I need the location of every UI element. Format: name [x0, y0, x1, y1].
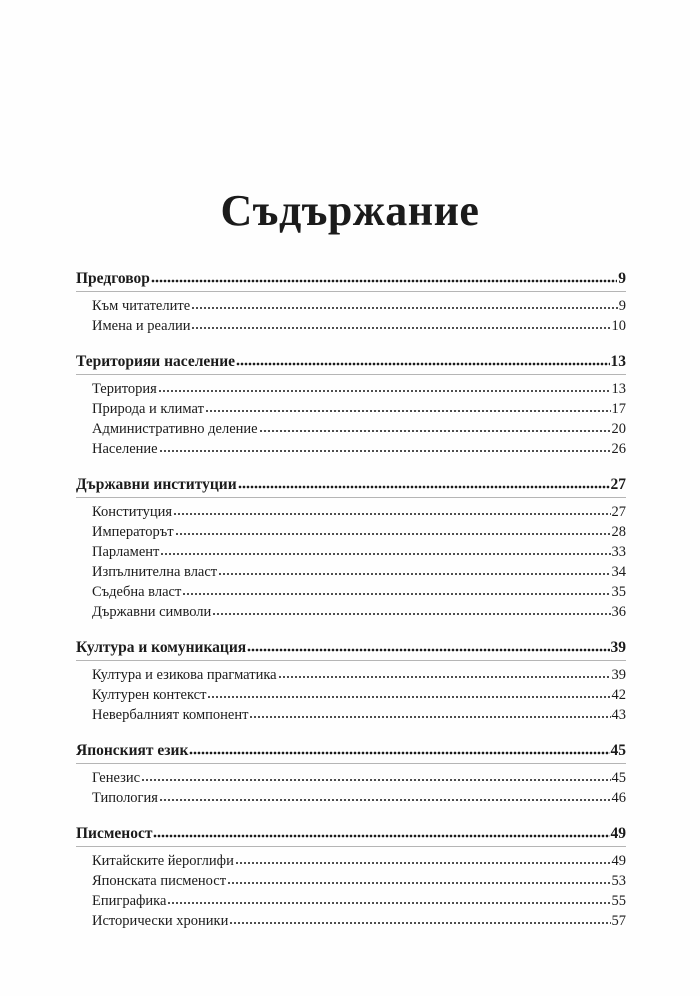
chapter-title: Писменост — [76, 825, 153, 842]
dot-leader — [159, 448, 611, 454]
toc-section — [76, 266, 626, 336]
dot-leader — [205, 408, 611, 414]
dot-leader — [153, 833, 609, 839]
chapter-page-number: 13 — [610, 353, 626, 370]
toc-sub-entry[interactable] — [76, 562, 626, 582]
page-title: Съдържание — [220, 186, 480, 235]
chapter-divider — [76, 763, 626, 764]
toc-sub-entry[interactable] — [76, 705, 626, 725]
entry-page-number: 26 — [611, 441, 626, 457]
toc-sub-entry[interactable] — [76, 871, 626, 891]
toc-sub-entry[interactable] — [76, 685, 626, 705]
entry-page-number: 17 — [611, 401, 626, 417]
entry-title: Епиграфика — [92, 893, 167, 909]
dot-leader — [191, 305, 618, 311]
entry-page-number: 55 — [611, 893, 626, 909]
entry-page-number: 36 — [611, 604, 626, 620]
entry-title: Типология — [92, 790, 158, 806]
dot-leader — [173, 511, 610, 517]
toc-sub-entry[interactable] — [76, 911, 626, 931]
entry-title: Парламент — [92, 544, 160, 560]
toc-sub-entry[interactable] — [76, 379, 626, 399]
dot-leader — [218, 571, 610, 577]
chapter-page-number: 45 — [610, 742, 626, 759]
entry-title: Невербалният компонент — [92, 707, 249, 723]
entry-title: Население — [92, 441, 158, 457]
toc-sub-entry[interactable] — [76, 788, 626, 808]
entry-page-number: 39 — [611, 667, 626, 683]
toc-chapter-entry[interactable] — [76, 349, 626, 374]
dot-leader — [160, 551, 610, 557]
chapter-page-number: 49 — [610, 825, 626, 842]
toc-sub-entry[interactable] — [76, 399, 626, 419]
entry-page-number: 46 — [611, 790, 626, 806]
toc-sub-entry[interactable] — [76, 502, 626, 522]
chapter-title: Територияи население — [76, 353, 236, 370]
entry-title: Държавни символи — [92, 604, 212, 620]
dot-leader — [229, 920, 610, 926]
toc-section — [76, 472, 626, 622]
dot-leader — [227, 880, 610, 886]
entry-title: Към читателите — [92, 298, 191, 314]
toc-sub-entry[interactable] — [76, 602, 626, 622]
dot-leader — [278, 674, 611, 680]
entry-title: Китайските йероглифи — [92, 853, 234, 869]
dot-leader — [141, 777, 610, 783]
dot-leader — [235, 860, 611, 866]
entry-page-number: 20 — [611, 421, 626, 437]
toc-sub-entry[interactable] — [76, 419, 626, 439]
entry-title: Изпълнителна власт — [92, 564, 218, 580]
dot-leader — [182, 591, 610, 597]
toc-chapter-entry[interactable] — [76, 266, 626, 291]
entry-title: Конституция — [92, 504, 173, 520]
entry-title: Японската писменост — [92, 873, 227, 889]
entry-title: Императорът — [92, 524, 174, 540]
chapter-page-number: 39 — [610, 639, 626, 656]
chapter-divider — [76, 497, 626, 498]
dot-leader — [247, 647, 609, 653]
chapter-divider — [76, 660, 626, 661]
chapter-divider — [76, 374, 626, 375]
toc-sub-entry[interactable] — [76, 522, 626, 542]
entry-page-number: 49 — [611, 853, 626, 869]
toc-sub-entry[interactable] — [76, 768, 626, 788]
entry-page-number: 10 — [611, 318, 626, 334]
entry-page-number: 27 — [611, 504, 626, 520]
chapter-title: Японският език — [76, 742, 189, 759]
toc-chapter-entry[interactable] — [76, 635, 626, 660]
chapter-divider — [76, 291, 626, 292]
entry-page-number: 57 — [611, 913, 626, 929]
dot-leader — [158, 388, 611, 394]
entry-page-number: 43 — [611, 707, 626, 723]
chapter-page-number: 9 — [618, 270, 626, 287]
dot-leader — [151, 278, 617, 284]
dot-leader — [175, 531, 611, 537]
entry-title: Генезис — [92, 770, 141, 786]
dot-leader — [236, 361, 609, 367]
toc-chapter-entry[interactable] — [76, 472, 626, 497]
entry-title: Имена и реалии — [92, 318, 191, 334]
toc-sub-entry[interactable] — [76, 582, 626, 602]
toc-chapter-entry[interactable] — [76, 821, 626, 846]
entry-page-number: 35 — [611, 584, 626, 600]
toc-sub-entry[interactable] — [76, 439, 626, 459]
dot-leader — [249, 714, 610, 720]
toc-sub-entry[interactable] — [76, 665, 626, 685]
dot-leader — [238, 484, 610, 490]
toc-sub-entry[interactable] — [76, 891, 626, 911]
chapter-title: Предговор — [76, 270, 150, 287]
chapter-page-number: 27 — [610, 476, 626, 493]
toc-section — [76, 635, 626, 725]
toc-section — [76, 349, 626, 459]
entry-page-number: 9 — [618, 298, 626, 314]
dot-leader — [189, 750, 609, 756]
toc-sub-entry[interactable] — [76, 542, 626, 562]
toc-chapter-entry[interactable] — [76, 738, 626, 763]
entry-page-number: 53 — [611, 873, 626, 889]
dot-leader — [159, 797, 611, 803]
table-of-contents — [76, 266, 626, 944]
entry-title: Култура и езикова прагматика — [92, 667, 277, 683]
chapter-divider — [76, 846, 626, 847]
chapter-title: Държавни институции — [76, 476, 237, 493]
dot-leader — [259, 428, 611, 434]
dot-leader — [167, 900, 610, 906]
dot-leader — [212, 611, 610, 617]
toc-sub-entry[interactable] — [76, 316, 626, 336]
chapter-title: Култура и комуникация — [76, 639, 247, 656]
dot-leader — [207, 694, 610, 700]
entry-title: Административно деление — [92, 421, 258, 437]
entry-title: Исторически хроники — [92, 913, 229, 929]
entry-page-number: 34 — [611, 564, 626, 580]
entry-title: Природа и климат — [92, 401, 204, 417]
entry-page-number: 28 — [611, 524, 626, 540]
toc-section — [76, 821, 626, 931]
entry-title: Културен контекст — [92, 687, 207, 703]
entry-page-number: 42 — [611, 687, 626, 703]
toc-section — [76, 738, 626, 808]
toc-sub-entry[interactable] — [76, 851, 626, 871]
toc-sub-entry[interactable] — [76, 296, 626, 316]
entry-page-number: 13 — [611, 381, 626, 397]
entry-title: Съдебна власт — [92, 584, 182, 600]
entry-title: Територия — [92, 381, 157, 397]
entry-page-number: 45 — [611, 770, 626, 786]
dot-leader — [191, 325, 610, 331]
entry-page-number: 33 — [611, 544, 626, 560]
